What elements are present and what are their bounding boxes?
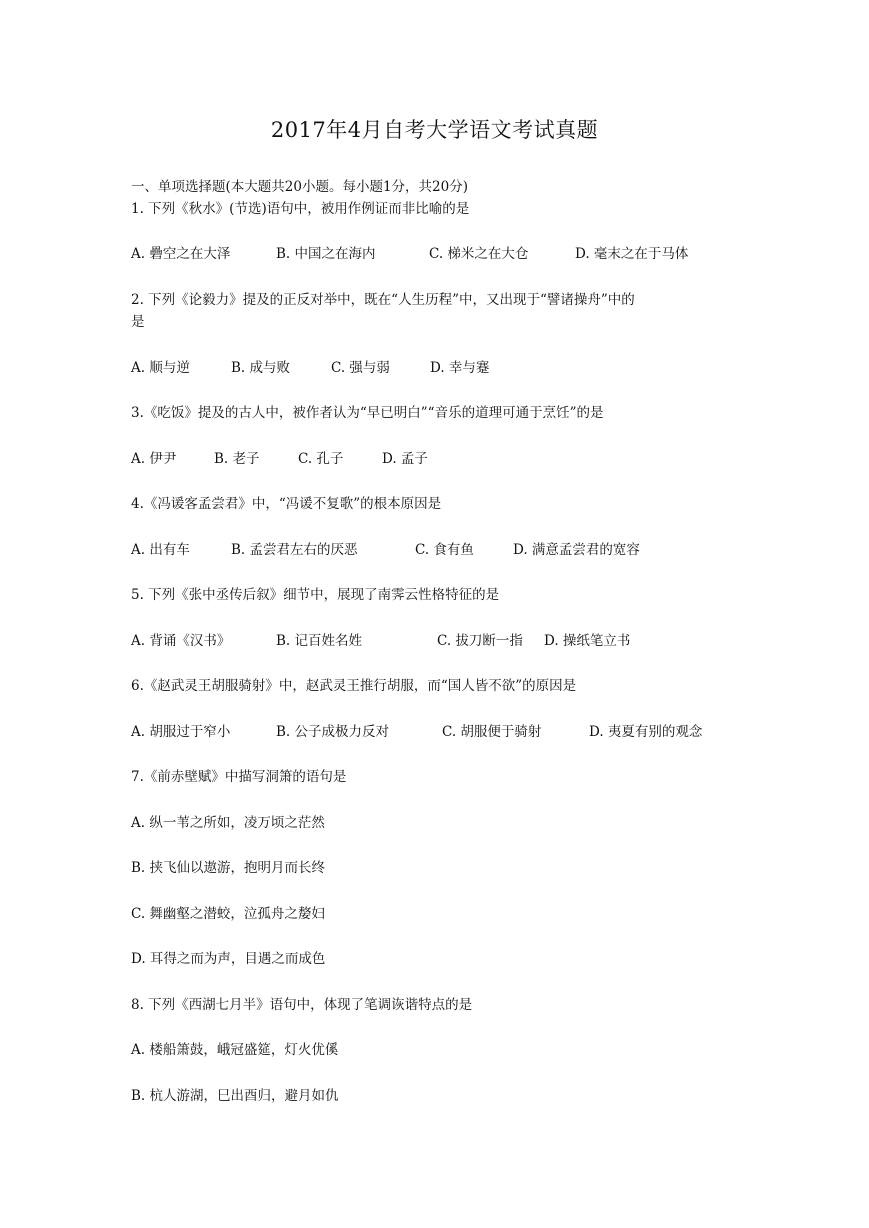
option-d: D. 满意孟尝君的宽容 — [513, 542, 640, 558]
option-d: D. 幸与蹇 — [430, 360, 490, 376]
option-b: B. 杭人游湖，巳出酉归，避月如仇 — [131, 1088, 339, 1104]
question-2-stem: 2. 下列《论毅力》提及的正反对举中，既在“人生历程”中，又出现于“譬诸操舟”中的 — [131, 292, 635, 308]
option-c: C. 舞幽壑之潜蛟，泣孤舟之嫠妇 — [131, 906, 325, 922]
section-header: 一、单项选择题(本大题共20小题。每小题1分，共20分) — [131, 179, 468, 195]
question-6-stem: 6.《赵武灵王胡服骑射》中，赵武灵王推行胡服，而“国人皆不欲”的原因是 — [131, 678, 577, 694]
question-4-stem: 4.《冯谖客孟尝君》中，“冯谖不复歌”的根本原因是 — [131, 496, 442, 512]
option-b: B. 中国之在海内 — [276, 246, 376, 262]
option-d: D. 操纸笔立书 — [544, 633, 631, 649]
option-c: C. 食有鱼 — [415, 542, 474, 558]
option-d: D. 孟子 — [382, 451, 428, 467]
page-title: 2017年4月自考大学语文考试真题 — [270, 118, 599, 142]
option-a: A. 伊尹 — [131, 451, 177, 467]
question-2-stem-continued: 是 — [131, 314, 145, 330]
option-b: B. 孟尝君左右的厌恶 — [231, 542, 358, 558]
option-d: D. 毫末之在于马体 — [575, 246, 689, 262]
question-3-options — [131, 449, 428, 469]
question-3-stem: 3.《吃饭》提及的古人中，被作者认为“早已明白”“音乐的道理可通于烹饪”的是 — [131, 405, 604, 421]
question-5-stem: 5. 下列《张中丞传后叙》细节中，展现了南霁云性格特征的是 — [131, 587, 500, 603]
question-6-options — [131, 722, 702, 742]
option-a: A. 胡服过于窄小 — [131, 724, 231, 740]
question-5-options — [131, 631, 630, 651]
option-c: C. 强与弱 — [331, 360, 390, 376]
option-c: C. 梯米之在大仓 — [429, 246, 529, 262]
question-1-options — [131, 244, 688, 264]
option-b: B. 记百姓名姓 — [276, 633, 363, 649]
question-7-stem: 7.《前赤壁赋》中描写洞箫的语句是 — [131, 769, 347, 785]
option-c: C. 胡服便于骑射 — [442, 724, 542, 740]
question-2-options — [131, 358, 489, 378]
option-a: A. 背诵《汉书》 — [131, 633, 231, 649]
option-b: B. 公子成极力反对 — [276, 724, 390, 740]
option-a: A. 顺与逆 — [131, 360, 190, 376]
option-b: B. 挟飞仙以遨游，抱明月而长终 — [131, 860, 326, 876]
option-c: C. 孔子 — [298, 451, 344, 467]
option-c: C. 拔刀断一指 — [437, 633, 523, 649]
question-8-stem: 8. 下列《西湖七月半》语句中，体现了笔调诙谐特点的是 — [131, 997, 473, 1013]
question-1-stem: 1. 下列《秋水》(节选)语句中，被用作例证而非比喻的是 — [131, 201, 470, 217]
option-d: D. 夷夏有别的观念 — [589, 724, 703, 740]
option-b: B. 成与败 — [231, 360, 291, 376]
option-a: A. 出有车 — [131, 542, 190, 558]
option-a: A. 纵一苇之所如，凌万顷之茫然 — [131, 815, 325, 831]
option-a: A. 礨空之在大泽 — [131, 246, 231, 262]
question-4-options — [131, 540, 640, 560]
option-b: B. 老子 — [214, 451, 260, 467]
option-a: A. 楼船箫鼓，峨冠盛筵，灯火优傒 — [131, 1042, 339, 1058]
option-d: D. 耳得之而为声，目遇之而成色 — [131, 951, 326, 967]
